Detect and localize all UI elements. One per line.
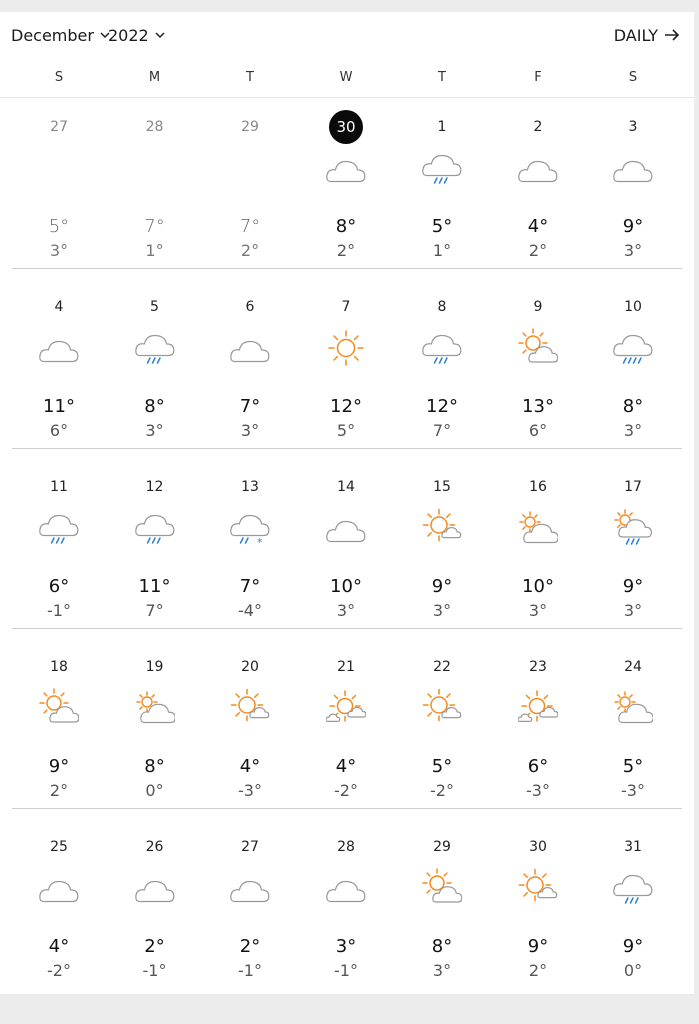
day-number: [298, 297, 394, 317]
day-cell[interactable]: [490, 278, 586, 458]
day-cell[interactable]: [298, 278, 394, 458]
day-number-text: 12: [145, 479, 164, 495]
low-temp: 2°: [49, 781, 69, 800]
rain-icon: [422, 328, 462, 368]
rain-icon: [135, 508, 175, 548]
calendar-grid: [0, 98, 694, 998]
day-number: [585, 477, 681, 497]
day-number-text: 31: [624, 839, 642, 855]
low-temp: 3°: [432, 961, 452, 980]
weekday-label: S: [54, 70, 64, 85]
day-cell[interactable]: [394, 458, 490, 638]
day-cell[interactable]: [11, 818, 107, 998]
daily-view-button[interactable]: [614, 24, 680, 46]
day-number-text: 25: [50, 839, 68, 855]
day-number: [11, 297, 107, 317]
day-number-text: 27: [50, 119, 68, 135]
cloud-icon: [613, 148, 653, 188]
day-number: [585, 837, 681, 857]
high-temp: 9°: [622, 576, 644, 597]
day-number: [585, 117, 681, 137]
high-temp: 8°: [431, 936, 453, 957]
day-number-text: 22: [433, 659, 451, 675]
high-temp: 7°: [239, 576, 261, 597]
high-temp: 9°: [527, 936, 549, 957]
day-number: [394, 837, 490, 857]
day-number-text: 28: [337, 839, 355, 855]
day-cell[interactable]: [298, 818, 394, 998]
cloud-icon: [326, 508, 366, 548]
high-temp: 8°: [335, 216, 357, 237]
weekday-header-row: [0, 70, 694, 90]
day-number: [202, 117, 298, 137]
day-cell[interactable]: [107, 818, 203, 998]
low-temp: -1°: [334, 961, 358, 980]
day-number-text: 11: [50, 479, 68, 495]
low-temp: 7°: [432, 421, 452, 440]
low-temp: -1°: [47, 601, 71, 620]
high-temp: 4°: [527, 216, 549, 237]
day-number: [490, 477, 586, 497]
day-number-text: 30: [529, 839, 547, 855]
heavy-rain-icon: [613, 328, 653, 368]
rain-icon: [613, 868, 653, 908]
month-selector[interactable]: [11, 24, 110, 46]
day-cell[interactable]: [585, 638, 681, 818]
day-number-text: 24: [624, 659, 642, 675]
weekday-label: S: [628, 70, 638, 85]
low-temp: 3°: [623, 241, 643, 260]
day-number: [490, 117, 586, 137]
day-number-text: 20: [241, 659, 259, 675]
day-cell[interactable]: [490, 818, 586, 998]
day-number-text: 30: [329, 110, 363, 144]
low-temp: 3°: [145, 421, 164, 440]
cloud-icon: [39, 868, 79, 908]
low-temp: 1°: [145, 241, 164, 260]
day-number: [202, 477, 298, 497]
day-number: [585, 297, 681, 317]
day-number-text: 2: [533, 119, 543, 135]
high-temp: 2°: [144, 936, 165, 957]
day-cell[interactable]: [585, 458, 681, 638]
day-number-text: 16: [529, 479, 547, 495]
mostly-sunny-icon: [230, 688, 270, 728]
year-label: 2022: [108, 25, 149, 45]
day-number: [202, 297, 298, 317]
rain-icon: [135, 328, 175, 368]
day-cell[interactable]: [11, 458, 107, 638]
day-cell[interactable]: [202, 818, 298, 998]
year-selector[interactable]: [108, 24, 165, 46]
day-number: [107, 297, 203, 317]
sun-two-clouds-icon: [326, 688, 366, 728]
week-divider: [12, 268, 682, 269]
rain-icon: [39, 508, 79, 548]
day-number-text: 18: [50, 659, 68, 675]
calendar-card: [0, 12, 694, 994]
mostly-cloudy-icon: [518, 508, 558, 548]
day-cell[interactable]: [11, 638, 107, 818]
mostly-sunny-icon: [422, 688, 462, 728]
day-cell-today[interactable]: [298, 98, 394, 278]
low-temp: -1°: [238, 961, 262, 980]
low-temp: -3°: [238, 781, 262, 800]
day-number-text: 29: [241, 119, 259, 135]
day-number: [490, 837, 586, 857]
cloud-icon: [326, 868, 366, 908]
weekday-label: W: [339, 70, 353, 85]
day-number: [490, 657, 586, 677]
day-number-text: 1: [437, 119, 447, 135]
day-number-text: 27: [241, 839, 259, 855]
low-temp: 2°: [528, 241, 548, 260]
day-number-text: 5: [150, 299, 159, 315]
day-number: [298, 837, 394, 857]
sun-icon: [326, 328, 366, 368]
day-cell[interactable]: [107, 98, 203, 278]
high-temp: 8°: [144, 756, 165, 777]
day-cell[interactable]: [490, 638, 586, 818]
high-temp: 7°: [239, 396, 261, 417]
low-temp: -2°: [430, 781, 454, 800]
week-row: [0, 98, 694, 278]
day-number-text: 21: [337, 659, 355, 675]
day-number-text: 3: [628, 119, 638, 135]
low-temp: -2°: [47, 961, 71, 980]
day-number: [11, 657, 107, 677]
high-temp: 9°: [431, 576, 453, 597]
week-row: [0, 458, 694, 638]
day-cell[interactable]: [394, 98, 490, 278]
high-temp: 12°: [426, 396, 458, 417]
day-number-text: 29: [433, 839, 451, 855]
high-temp: 9°: [48, 756, 70, 777]
day-number: [394, 117, 490, 137]
high-temp: 2°: [239, 936, 261, 957]
day-number: [107, 657, 203, 677]
day-cell[interactable]: [107, 278, 203, 458]
low-temp: 3°: [623, 421, 643, 440]
high-temp: 9°: [622, 216, 644, 237]
low-temp: 6°: [528, 421, 548, 440]
low-temp: 2°: [240, 241, 260, 260]
mostly-cloudy-icon: [135, 688, 175, 728]
day-cell[interactable]: [202, 278, 298, 458]
partly-cloudy-icon: [39, 688, 79, 728]
day-number: [298, 657, 394, 677]
day-number-text: 28: [145, 119, 164, 135]
high-temp: 4°: [335, 756, 357, 777]
high-temp: 10°: [330, 576, 362, 597]
rain-icon: [422, 148, 462, 188]
high-temp: 4°: [48, 936, 70, 957]
low-temp: 1°: [432, 241, 452, 260]
high-temp: 6°: [527, 756, 549, 777]
day-cell[interactable]: [202, 458, 298, 638]
cloud-icon: [135, 868, 175, 908]
month-label: December: [11, 25, 94, 45]
week-row: [0, 818, 694, 998]
week-divider: [12, 808, 682, 809]
day-cell[interactable]: [585, 98, 681, 278]
week-row: [0, 278, 694, 458]
day-cell[interactable]: [11, 278, 107, 458]
cloud-icon: [230, 868, 270, 908]
chevron-down-icon: [155, 30, 165, 40]
partly-cloudy-icon: [422, 868, 462, 908]
day-number-text: 4: [54, 299, 64, 315]
day-number: [11, 117, 107, 137]
high-temp: 12°: [330, 396, 362, 417]
mostly-cloudy-icon: [613, 688, 653, 728]
weekday-label: T: [246, 70, 254, 85]
low-temp: 0°: [623, 961, 643, 980]
day-number: [11, 477, 107, 497]
day-number-text: 17: [624, 479, 642, 495]
cloud-icon: [518, 148, 558, 188]
high-temp: 11°: [43, 396, 75, 417]
day-number: [11, 837, 107, 857]
high-temp: 5°: [431, 216, 453, 237]
day-cell[interactable]: [490, 98, 586, 278]
low-temp: -3°: [621, 781, 645, 800]
day-cell[interactable]: [394, 638, 490, 818]
high-temp: 5°: [622, 756, 644, 777]
day-number: [585, 657, 681, 677]
calendar-header: [0, 12, 694, 57]
day-number: [107, 477, 203, 497]
day-number: [298, 477, 394, 497]
low-temp: -2°: [334, 781, 358, 800]
sleet-icon: [230, 508, 270, 548]
day-cell[interactable]: [585, 818, 681, 998]
mostly-sunny-icon: [518, 868, 558, 908]
day-number-text: 13: [241, 479, 259, 495]
low-temp: 3°: [528, 601, 548, 620]
day-number: [298, 117, 394, 144]
day-number: [107, 837, 203, 857]
mostly-sunny-icon: [422, 508, 462, 548]
high-temp: 9°: [622, 936, 644, 957]
svg-text:*: *: [257, 536, 263, 548]
high-temp: 7°: [239, 216, 261, 237]
low-temp: 3°: [49, 241, 69, 260]
day-number-text: 19: [145, 659, 164, 675]
day-number-text: 9: [533, 299, 543, 315]
high-temp: 7°: [144, 216, 165, 237]
partly-cloudy-icon: [518, 328, 558, 368]
day-cell[interactable]: [490, 458, 586, 638]
high-temp: 3°: [335, 936, 357, 957]
day-cell[interactable]: [394, 818, 490, 998]
daily-label: DAILY: [613, 25, 658, 45]
low-temp: -1°: [142, 961, 167, 980]
weekday-label: T: [438, 70, 446, 85]
cloud-icon: [326, 148, 366, 188]
high-temp: 5°: [431, 756, 453, 777]
day-number-text: 6: [245, 299, 255, 315]
cloud-icon: [230, 328, 270, 368]
high-temp: 4°: [239, 756, 261, 777]
week-row: [0, 638, 694, 818]
day-cell[interactable]: [202, 98, 298, 278]
day-number-text: 10: [624, 299, 642, 315]
day-cell[interactable]: [107, 458, 203, 638]
weekday-label: F: [534, 70, 542, 85]
day-number: [202, 837, 298, 857]
low-temp: -3°: [526, 781, 550, 800]
day-number: [394, 657, 490, 677]
day-cell[interactable]: [107, 638, 203, 818]
low-temp: 7°: [145, 601, 164, 620]
day-number: [107, 117, 203, 137]
day-number-text: 23: [529, 659, 547, 675]
low-temp: 2°: [336, 241, 356, 260]
low-temp: 3°: [336, 601, 356, 620]
week-divider: [12, 448, 682, 449]
day-cell[interactable]: [11, 98, 107, 278]
day-number: [394, 477, 490, 497]
day-number: [394, 297, 490, 317]
high-temp: 5°: [48, 216, 70, 237]
sun-rain-icon: [613, 508, 653, 548]
week-divider: [12, 628, 682, 629]
high-temp: 8°: [622, 396, 644, 417]
day-number-text: 15: [433, 479, 451, 495]
day-cell[interactable]: [394, 278, 490, 458]
low-temp: 6°: [49, 421, 69, 440]
low-temp: 5°: [336, 421, 356, 440]
low-temp: 3°: [623, 601, 643, 620]
high-temp: 8°: [144, 396, 165, 417]
day-number: [490, 297, 586, 317]
day-number-text: 14: [337, 479, 355, 495]
high-temp: 6°: [48, 576, 70, 597]
high-temp: 11°: [138, 576, 171, 597]
page-footer-gap: [0, 994, 699, 1024]
high-temp: 10°: [522, 576, 554, 597]
cloud-icon: [39, 328, 79, 368]
sun-two-clouds-icon: [518, 688, 558, 728]
day-number: [202, 657, 298, 677]
day-cell[interactable]: [298, 458, 394, 638]
day-cell[interactable]: [585, 278, 681, 458]
low-temp: 3°: [432, 601, 452, 620]
day-cell[interactable]: [202, 638, 298, 818]
low-temp: 0°: [145, 781, 164, 800]
low-temp: 2°: [528, 961, 548, 980]
weekday-label: M: [148, 70, 161, 85]
high-temp: 13°: [522, 396, 554, 417]
day-number-text: 26: [145, 839, 164, 855]
low-temp: -4°: [238, 601, 262, 620]
low-temp: 3°: [240, 421, 260, 440]
day-cell[interactable]: [298, 638, 394, 818]
arrow-right-icon: [664, 28, 680, 42]
day-number-text: 7: [341, 299, 351, 315]
day-number-text: 8: [437, 299, 447, 315]
